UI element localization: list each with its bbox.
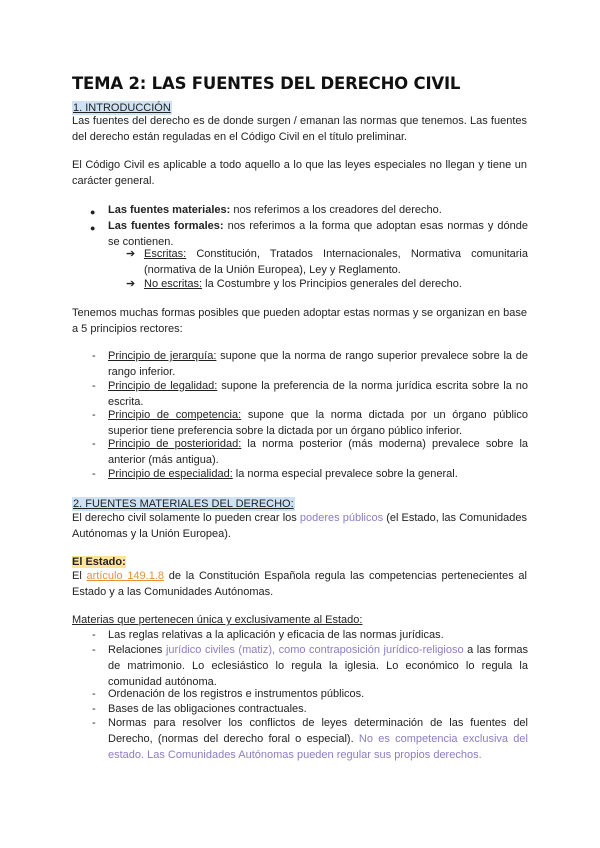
materia-item-2	[108, 643, 528, 690]
dash-bullet: -	[92, 409, 96, 421]
paragraph-text: (el Estado, las Comunidades Autónomas y la Unión Europea).	[72, 512, 527, 540]
dash-bullet: -	[92, 438, 96, 450]
arrow-bullet-icon: ➔	[126, 248, 136, 260]
intro-paragraph-2: El Código Civil es aplicable a todo aquello a lo que las leyes especiales no llegan y tiene un carácter general.	[72, 159, 527, 187]
bullet-text: nos referimos a los creadores del derecho.	[230, 204, 442, 216]
bullet-dot: ●	[90, 207, 96, 217]
principle-especialidad	[108, 467, 528, 483]
sub-bullet-no-escritas	[144, 277, 528, 293]
bullet-text: nos referimos a la forma que adoptan esas normas y dónde se contienen.	[108, 220, 528, 248]
principle-jerarquia	[108, 349, 528, 381]
sub-bullet-text: la Costumbre y los Principios generales del derecho.	[202, 278, 462, 290]
sub-bullet-text: Constitución, Tratados Internacionales, Normativa comunitaria (normativa de la Unión Europea), Ley y Reglamento.	[144, 248, 528, 276]
principle-term: Principio de posterioridad:	[108, 438, 242, 450]
arrow-bullet-icon: ➔	[126, 278, 136, 290]
dash-bullet: -	[92, 380, 96, 392]
sub-bullet-term: Escritas:	[144, 248, 187, 260]
dash-bullet: -	[92, 644, 96, 656]
estado-label-wrap	[72, 555, 126, 570]
fuentes-materiales-paragraph	[72, 511, 527, 543]
item-text: a las formas de matrimonio. Lo eclesiástico lo regula la iglesia. Lo económico lo regula la comunidad autónoma.	[108, 644, 528, 688]
principles-intro: Tenemos muchas formas posibles que pueden adoptar estas normas y se organizan en base a 5 principios rectores:	[72, 307, 527, 335]
sub-bullet-term: No escritas:	[144, 278, 203, 290]
paragraph-text: El derecho civil solamente lo pueden crear los	[72, 512, 300, 524]
principle-text: supone que la norma de rango superior prevalece sobre la de rango inferior.	[108, 350, 528, 378]
materias-heading	[72, 613, 527, 629]
principle-text: la norma posterior (más moderna) prevalece sobre la anterior (más antigua).	[108, 438, 529, 466]
estado-paragraph	[72, 569, 527, 601]
dash-bullet: -	[92, 703, 96, 715]
materias-heading-text: Materias que pertenecen única y exclusivamente al Estado:	[72, 614, 363, 626]
item-purple-text: jurídico civiles (matiz), como contraposición jurídico-religioso	[165, 644, 464, 656]
principle-competencia	[108, 408, 528, 440]
dash-bullet: -	[92, 468, 96, 480]
section-heading-introduccion: 1. INTRODUCCIÓN	[73, 102, 171, 114]
estado-label: El Estado:	[72, 556, 126, 568]
sub-bullet-escritas	[144, 247, 528, 279]
principle-text: la norma especial prevalece sobre la general.	[232, 468, 458, 480]
dash-bullet: -	[92, 629, 96, 641]
item-text: Relaciones	[108, 644, 166, 656]
bullet-dot: ●	[90, 223, 96, 233]
principle-term: Principio de competencia:	[108, 409, 242, 421]
item-purple-text: No es competencia exclusiva del estado. Las Comunidades Autónomas pueden regular sus propios derechos.	[108, 732, 528, 761]
principle-text: supone que la norma dictada por un órgano público superior tiene preferencia sobre la dictada por un órgano público inferior.	[108, 409, 528, 437]
articulo-link[interactable]: artículo 149.1.8	[86, 570, 165, 582]
bullet-term: Las fuentes materiales:	[108, 204, 231, 216]
paragraph-text: El	[72, 570, 87, 582]
page-title: TEMA 2: LAS FUENTES DEL DERECHO CIVIL	[72, 74, 461, 93]
item-text: Normas para resolver los conflictos de leyes determinación de las fuentes del Derecho, (normas del derecho foral o especial).	[108, 717, 528, 745]
materia-item-4: Bases de las obligaciones contractuales.	[108, 703, 307, 715]
principle-legalidad	[108, 379, 528, 411]
principle-term: Principio de especialidad:	[108, 468, 233, 480]
principle-term: Principio de legalidad:	[108, 380, 218, 392]
principle-term: Principio de jerarquía:	[108, 350, 217, 362]
intro-paragraph-1: Las fuentes del derecho es de donde surgen / emanan las normas que tenemos. Las fuentes del derecho están reguladas en el Código Civil en el título preliminar.	[72, 115, 527, 143]
materia-item-5	[108, 716, 528, 763]
materia-item-1: Las reglas relativas a la aplicación y eficacia de las normas jurídicas.	[108, 629, 444, 641]
dash-bullet: -	[92, 350, 96, 362]
principle-text: supone la preferencia de la norma jurídica escrita sobre la no escrita.	[108, 380, 528, 408]
principle-posterioridad	[108, 437, 528, 469]
dash-bullet: -	[92, 717, 96, 729]
bullet-term: Las fuentes formales:	[108, 220, 224, 232]
bullet-fuentes-formales	[108, 219, 528, 251]
poderes-publicos-link[interactable]: poderes públicos	[299, 512, 384, 524]
section-heading-fuentes-materiales: 2. FUENTES MATERIALES DEL DERECHO:	[73, 498, 294, 510]
materia-item-3: Ordenación de los registros e instrumentos públicos.	[108, 688, 365, 700]
bullet-fuentes-materiales	[108, 203, 528, 219]
dash-bullet: -	[92, 688, 96, 700]
paragraph-text: de la Constitución Española regula las competencias pertenecientes al Estado y a las Comunidades Autónomas.	[72, 570, 527, 598]
